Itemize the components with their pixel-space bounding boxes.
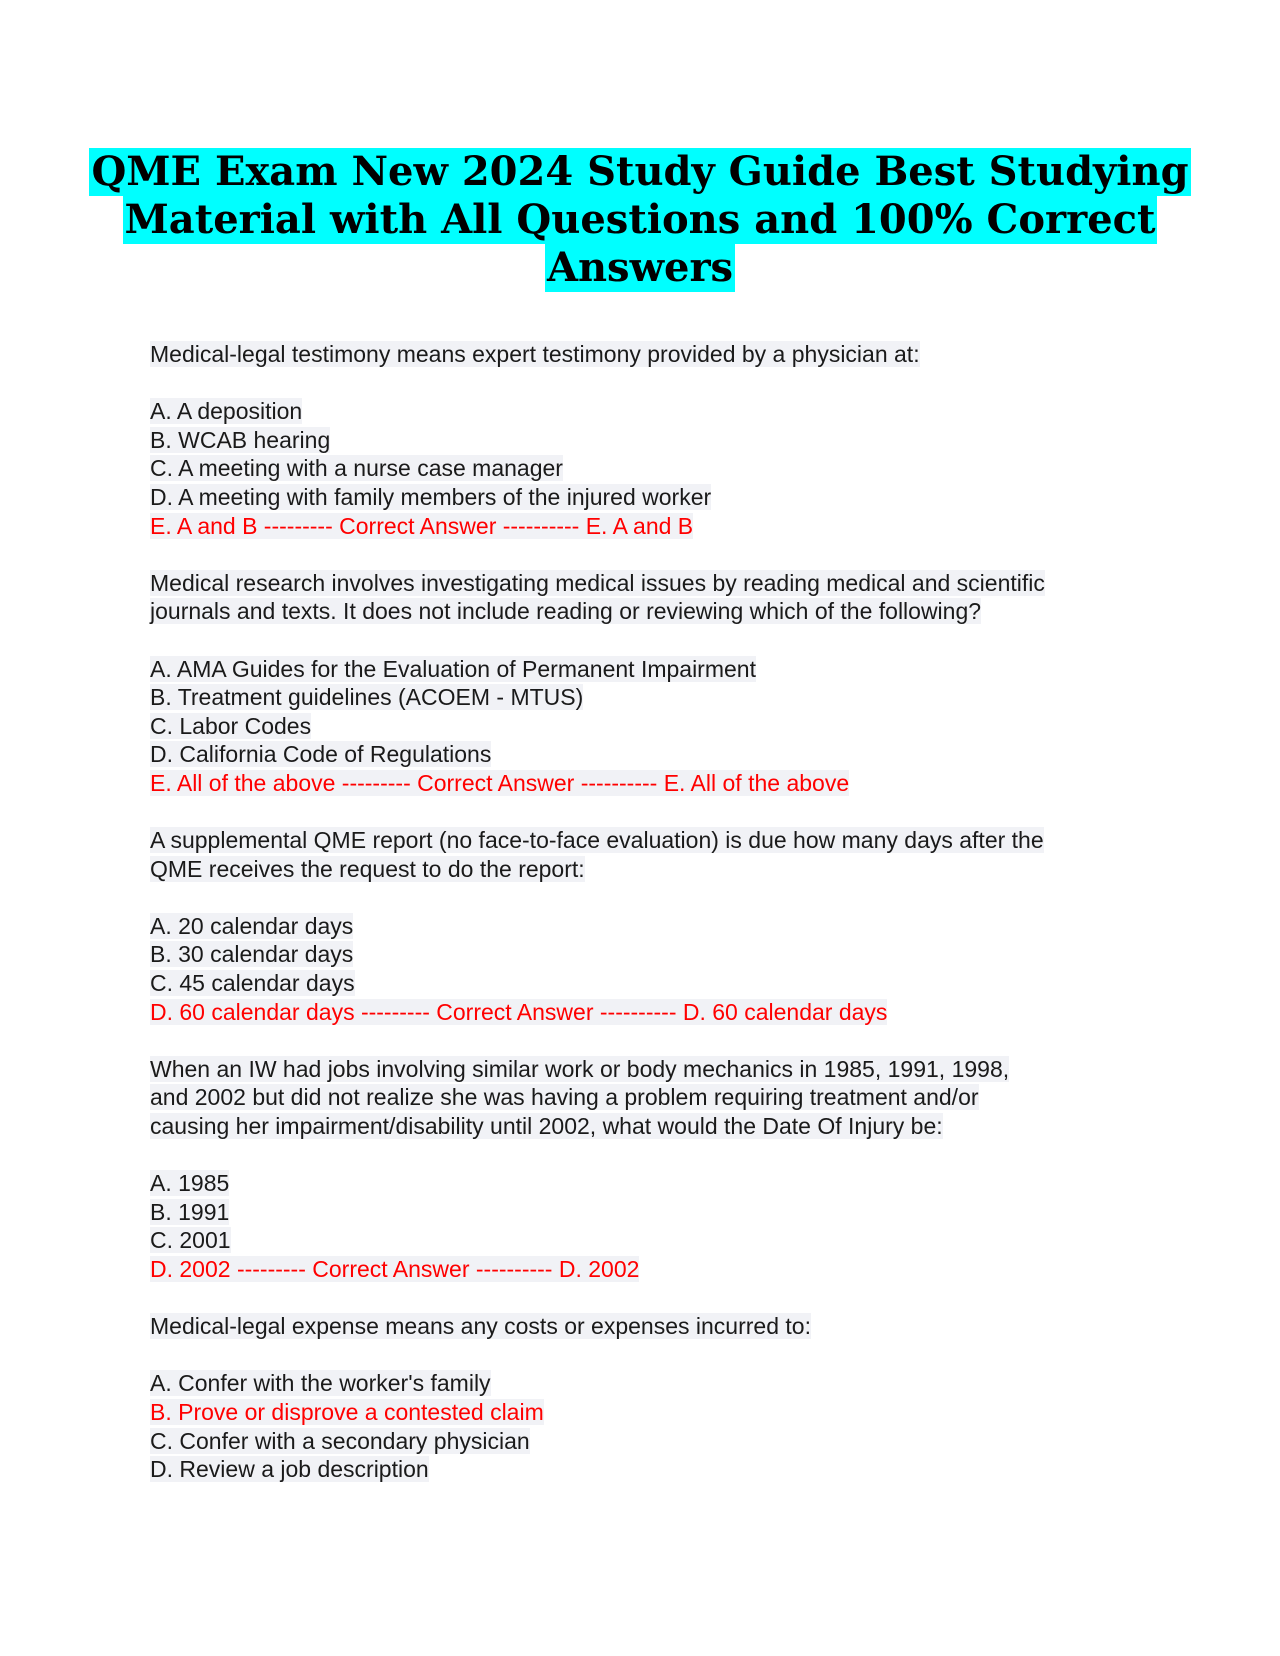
question-text xyxy=(150,1312,1140,1341)
question-5 xyxy=(150,1312,1140,1484)
correct-answer: E. A and B --------- Correct Answer ---------- E. A and B xyxy=(150,512,694,539)
option-item: D. California Code of Regulations xyxy=(150,741,492,768)
question-2 xyxy=(150,569,1140,798)
question-1 xyxy=(150,340,1140,540)
question-line: Medical-legal testimony means expert testimony provided by a physician at: xyxy=(150,341,920,367)
question-3 xyxy=(150,826,1140,1026)
option-item: A. 20 calendar days xyxy=(150,912,354,939)
option-item: C. Confer with a secondary physician xyxy=(150,1427,530,1454)
title-line-2: Material with All Questions and 100% Correct xyxy=(124,196,1156,243)
option-item: A. AMA Guides for the Evaluation of Permanent Impairment xyxy=(150,655,756,682)
question-4 xyxy=(150,1055,1140,1284)
option-item: A. Confer with the worker's family xyxy=(150,1370,491,1397)
correct-answer: B. Prove or disprove a contested claim xyxy=(150,1398,544,1425)
options-list xyxy=(150,1169,1140,1283)
correct-answer: E. All of the above --------- Correct Answer ---------- E. All of the above xyxy=(150,769,850,796)
option-item: B. Treatment guidelines (ACOEM - MTUS) xyxy=(150,684,584,711)
options-list xyxy=(150,1369,1140,1483)
option-item: C. A meeting with a nurse case manager xyxy=(150,455,563,482)
option-item: C. Labor Codes xyxy=(150,712,312,739)
option-item: D. A meeting with family members of the injured worker xyxy=(150,483,712,510)
options-list xyxy=(150,655,1140,798)
options-list xyxy=(150,912,1140,1026)
title-line-1: QME Exam New 2024 Study Guide Best Studying xyxy=(91,148,1189,195)
question-text xyxy=(150,826,1140,883)
question-line: and 2002 but did not realize she was having a problem requiring treatment and/or xyxy=(150,1084,979,1111)
option-item: B. WCAB hearing xyxy=(150,426,331,453)
options-list xyxy=(150,397,1140,540)
title-line-3: Answers xyxy=(546,244,734,291)
question-line: When an IW had jobs involving similar work or body mechanics in 1985, 1991, 1998, xyxy=(150,1055,1010,1082)
option-item: C. 2001 xyxy=(150,1227,231,1254)
document-title xyxy=(0,148,1280,292)
correct-answer: D. 2002 --------- Correct Answer ---------- D. 2002 xyxy=(150,1256,640,1282)
question-line: Medical-legal expense means any costs or expenses incurred to: xyxy=(150,1313,811,1340)
question-text xyxy=(150,569,1140,626)
option-item: B. 30 calendar days xyxy=(150,941,354,968)
question-line: causing her impairment/disability until 2002, what would the Date Of Injury be: xyxy=(150,1113,943,1140)
option-item: A. A deposition xyxy=(150,398,303,425)
question-text xyxy=(150,340,1140,369)
option-item: D. Review a job description xyxy=(150,1456,429,1483)
question-line: QME receives the request to do the report: xyxy=(150,855,585,882)
question-line: Medical research involves investigating medical issues by reading medical and scientific xyxy=(150,569,1045,596)
question-line: A supplemental QME report (no face-to-face evaluation) is due how many days after the xyxy=(150,827,1044,854)
option-item: A. 1985 xyxy=(150,1170,230,1197)
option-item: C. 45 calendar days xyxy=(150,970,355,997)
question-line: journals and texts. It does not include reading or reviewing which of the following? xyxy=(150,598,982,625)
correct-answer: D. 60 calendar days --------- Correct Answer ---------- D. 60 calendar days xyxy=(150,998,888,1025)
questions-list xyxy=(150,340,1140,1512)
option-item: B. 1991 xyxy=(150,1198,230,1225)
question-text xyxy=(150,1055,1140,1141)
